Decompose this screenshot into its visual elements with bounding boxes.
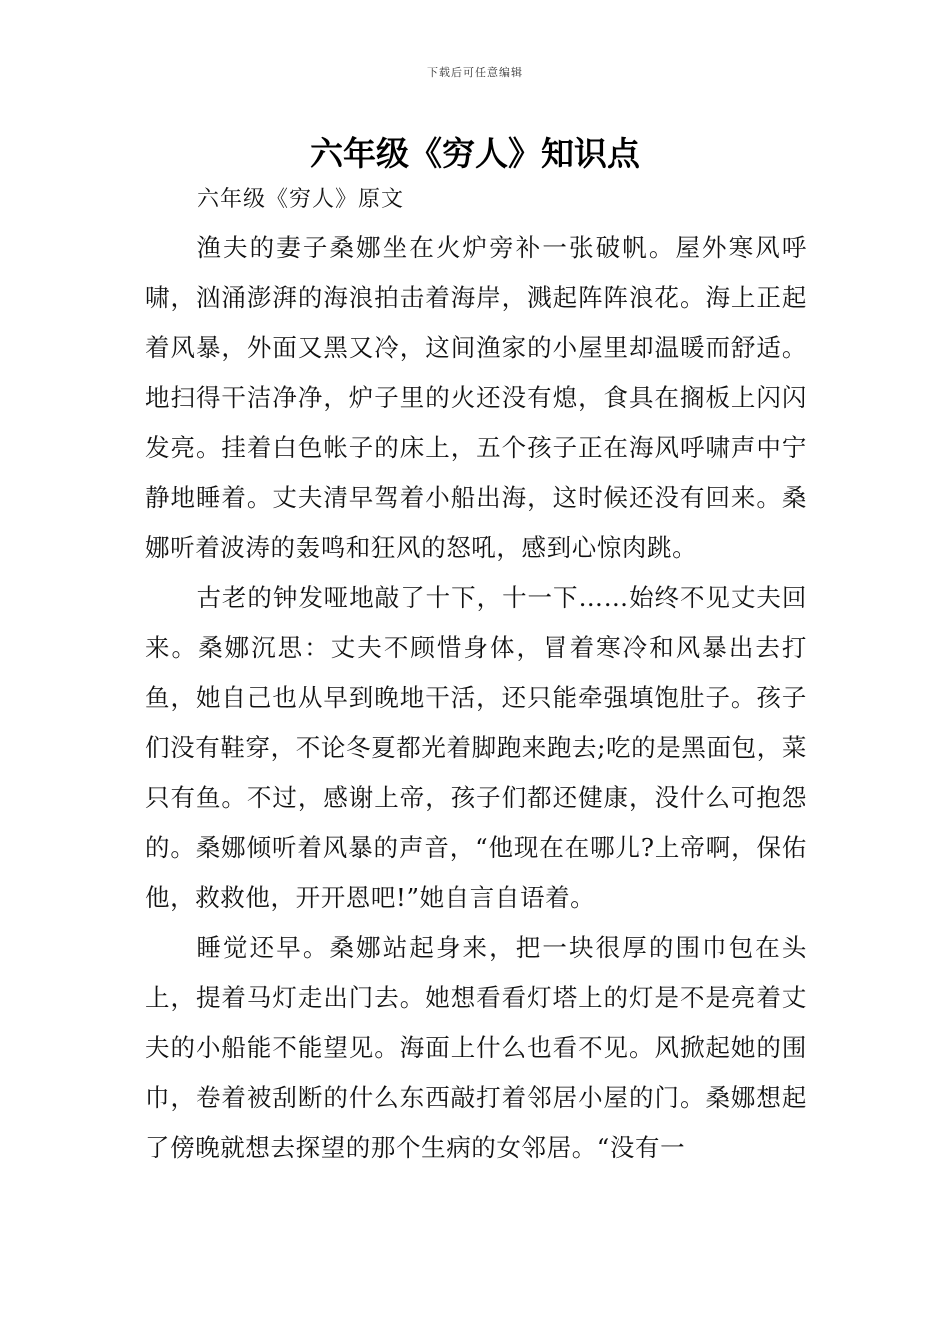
paragraph-2: 古老的钟发哑地敲了十下，十一下……始终不见丈夫回来。桑娜沉思：丈夫不顾惜身体，冒着寒冷和风暴出去打鱼，她自己也从早到晚地干活，还只能牵强填饱肚子。孩子们没有鞋穿，不论冬夏都光着脚跑来跑去;吃的是黑面包，菜只有鱼。不过，感谢上帝，孩子们都还健康，没什么可抱怨的。桑娜倾听着风暴的声音，“他现在在哪儿?上帝啊，保佑他，救救他，开开恩吧!”她自言自语着。 [145,583,807,912]
document-title: 六年级《穷人》知识点 [310,134,640,173]
header-note: 下载后可任意编辑 [427,66,523,79]
section-subtitle: 六年级《穷人》原文 [197,187,405,212]
paragraph-3: 睡觉还早。桑娜站起身来，把一块很厚的围巾包在头上，提着马灯走出门去。她想看看灯塔上的灯是不是亮着丈夫的小船能不能望见。海面上什么也看不见。风掀起她的围巾，卷着被刮断的什么东西敲打着邻居小屋的门。桑娜想起了傍晚就想去探望的那个生病的女邻居。“没有一 [145,933,807,1162]
paragraph-1: 渔夫的妻子桑娜坐在火炉旁补一张破帆。屋外寒风呼啸，汹涌澎湃的海浪拍击着海岸，溅起阵阵浪花。海上正起着风暴，外面又黑又冷，这间渔家的小屋里却温暖而舒适。地扫得干洁净净，炉子里的火还没有熄，食具在搁板上闪闪发亮。挂着白色帐子的床上，五个孩子正在海风呼啸声中宁静地睡着。丈夫清早驾着小船出海，这时候还没有回来。桑娜听着波涛的轰鸣和狂风的怒吼，感到心惊肉跳。 [145,233,807,562]
document-body [145,176,807,1173]
